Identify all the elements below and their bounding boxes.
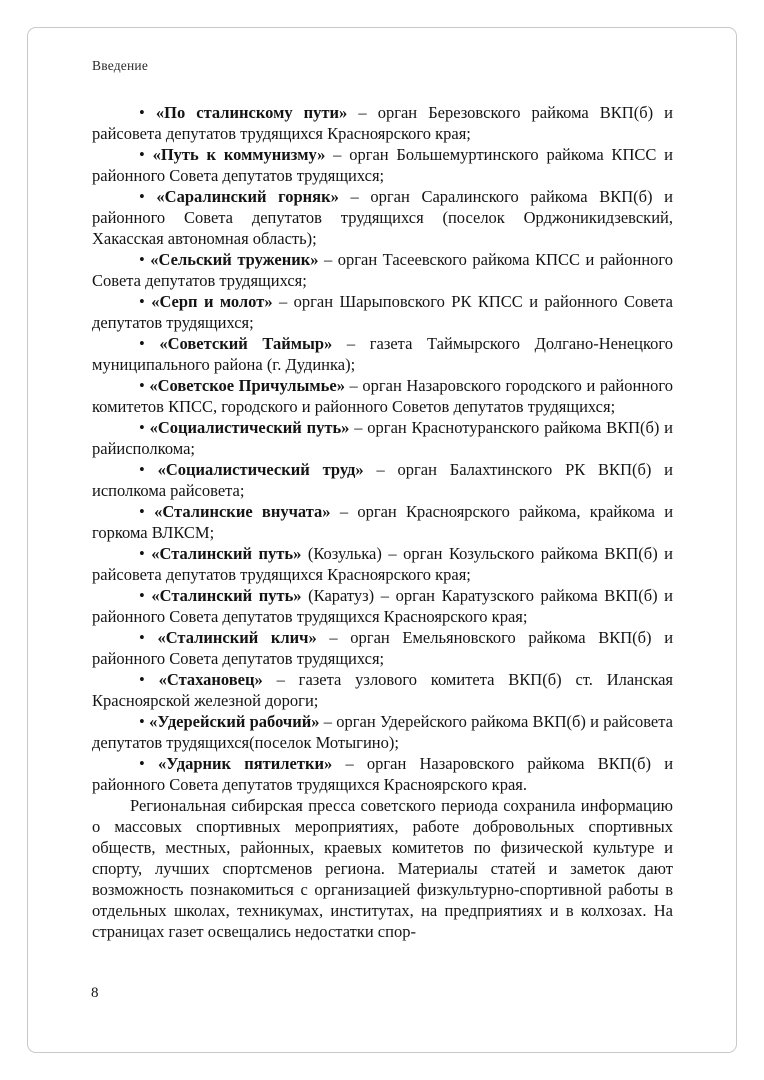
- newspaper-title: «По сталинскому пути»: [155, 103, 348, 122]
- list-item-text: – орган Красноярского райкома, крайкома и горкома ВЛКСМ;: [92, 502, 674, 542]
- list-item: [92, 333, 673, 375]
- list-item: [92, 585, 673, 627]
- newspaper-title: «Стахановец»: [158, 670, 263, 689]
- bullet-icon: •: [139, 670, 145, 689]
- bullet-icon: •: [139, 712, 145, 731]
- bullet-icon: •: [139, 544, 145, 563]
- list-item: [92, 459, 673, 501]
- list-item-text: – орган Емельяновского райкома ВКП(б) и районного Совета депутатов трудящихся;: [92, 628, 674, 668]
- newspaper-title: «Сталинские внучата»: [154, 502, 331, 521]
- newspaper-list: [92, 102, 673, 795]
- list-item: [92, 249, 673, 291]
- bullet-icon: •: [139, 754, 145, 773]
- newspaper-title: «Сталинский клич»: [157, 628, 317, 647]
- bullet-icon: •: [139, 586, 145, 605]
- page-content: [92, 102, 673, 942]
- page-number: 8: [91, 985, 99, 1001]
- list-item-text: – орган Удерейского райкома ВКП(б) и райсовета депутатов трудящихся(поселок Мотыгино);: [92, 712, 673, 752]
- list-item: [92, 501, 673, 543]
- list-item: [92, 102, 673, 144]
- list-item: [92, 543, 673, 585]
- list-item-text: (Козулька) – орган Козульского райкома ВКП(б) и райсовета депутатов трудящихся Красноярского края;: [92, 544, 674, 584]
- running-header: Введение: [92, 58, 149, 73]
- list-item-text: – газета Таймырского Долгано-Ненецкого муниципального района (г. Дудинка);: [92, 334, 674, 374]
- list-item-text: – орган Березовского райкома ВКП(б) и райсовета депутатов трудящихся Красноярского края;: [92, 103, 674, 143]
- newspaper-title: «Саралинский горняк»: [156, 187, 339, 206]
- newspaper-title: «Советское Причулымье»: [149, 376, 345, 395]
- bullet-icon: •: [139, 103, 145, 122]
- list-item: [92, 186, 673, 249]
- list-item: [92, 144, 673, 186]
- list-item-text: – орган Краснотуранского райкома ВКП(б) и райисполкома;: [92, 418, 674, 458]
- list-item: [92, 753, 673, 795]
- newspaper-title: «Удерейский рабочий»: [149, 712, 320, 731]
- newspaper-title: «Социалистический путь»: [149, 418, 350, 437]
- list-item-text: – орган Большемуртинского райкома КПСС и районного Совета депутатов трудящихся;: [92, 145, 673, 185]
- list-item-text: – орган Балахтинского РК ВКП(б) и исполкома райсовета;: [92, 460, 673, 500]
- list-item-text: – газета узлового комитета ВКП(б) ст. Иланская Красноярской железной дороги;: [92, 670, 674, 710]
- newspaper-title: «Сталинский путь»: [151, 586, 302, 605]
- list-item: [92, 375, 673, 417]
- list-item-text: – орган Саралинского райкома ВКП(б) и районного Совета депутатов трудящихся (поселок Орджоникидзевский, Хакасская автономная область);: [92, 187, 673, 248]
- list-item-text: – орган Тасеевского райкома КПСС и районного Совета депутатов трудящихся;: [92, 250, 674, 290]
- bullet-icon: •: [139, 502, 145, 521]
- bullet-icon: •: [139, 292, 145, 311]
- newspaper-title: «Серп и молот»: [151, 292, 273, 311]
- list-item: [92, 627, 673, 669]
- list-item-text: – орган Назаровского райкома ВКП(б) и районного Совета депутатов трудящихся Красноярского края.: [92, 754, 674, 794]
- list-item-text: – орган Шарыповского РК КПСС и районного Совета депутатов трудящихся;: [92, 292, 674, 332]
- closing-paragraph: Региональная сибирская пресса советского периода сохранила информацию о массовых спортивных мероприятиях, работе добровольных спортивных обществ, местных, районных, краевых комитетов по физической культуре и спорту, лучших спортсменов региона. Материалы статей и заметок дают возможность познакомиться с организацией физкультурно-спортивной работы в отдельных школах, техникумах, институтах, на предприятиях и в колхозах. На страницах газет освещались недостатки спор-: [92, 796, 673, 941]
- list-item: [92, 417, 673, 459]
- newspaper-title: «Сталинский путь»: [151, 544, 302, 563]
- bullet-icon: •: [139, 250, 145, 269]
- newspaper-title: «Ударник пятилетки»: [157, 754, 333, 773]
- list-item: [92, 669, 673, 711]
- bullet-icon: •: [139, 145, 145, 164]
- newspaper-title: «Социалистический труд»: [157, 460, 364, 479]
- list-item-text: – орган Назаровского городского и районного комитетов КПСС, городского и районного Советов депутатов трудящихся;: [92, 376, 674, 416]
- bullet-icon: •: [139, 460, 145, 479]
- bullet-icon: •: [139, 628, 145, 647]
- list-item: [92, 711, 673, 753]
- bullet-icon: •: [139, 418, 145, 437]
- newspaper-title: «Путь к коммунизму»: [152, 145, 326, 164]
- newspaper-title: «Советский Таймыр»: [159, 334, 333, 353]
- newspaper-title: «Сельский труженик»: [150, 250, 319, 269]
- bullet-icon: •: [139, 376, 145, 395]
- bullet-icon: •: [139, 187, 145, 206]
- list-item: [92, 291, 673, 333]
- list-item-text: (Каратуз) – орган Каратузского райкома ВКП(б) и районного Совета депутатов трудящихся Красноярского края;: [92, 586, 674, 626]
- bullet-icon: •: [139, 334, 145, 353]
